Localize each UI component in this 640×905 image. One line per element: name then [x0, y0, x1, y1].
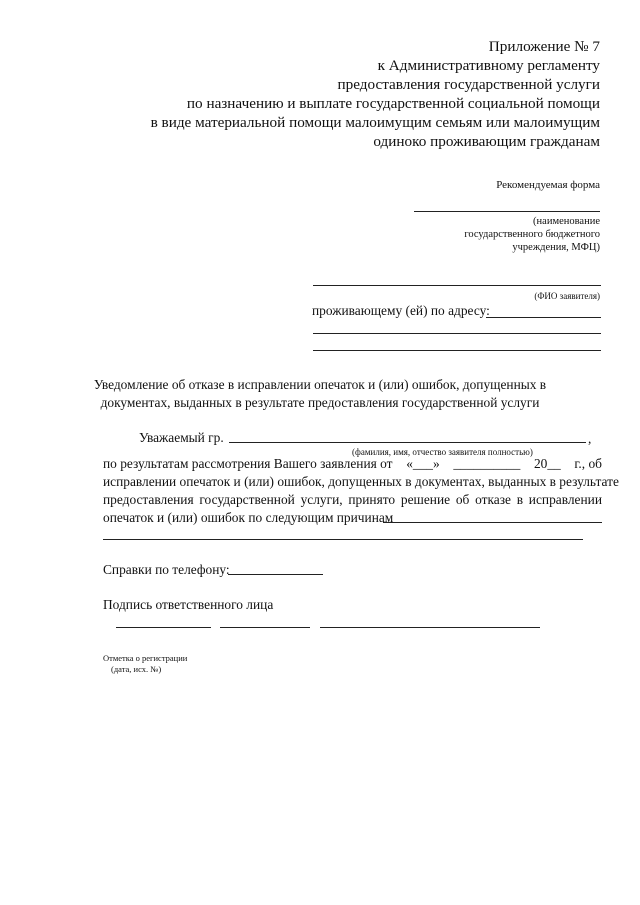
application-year[interactable]: 20__: [533, 456, 561, 471]
signature-position-line[interactable]: [116, 627, 211, 628]
reasons-line-1[interactable]: [383, 522, 602, 523]
institution-caption: [464, 215, 600, 254]
body-line-2: исправлении опечаток и (или) ошибок, допущенных в документах, выданных в результате: [103, 474, 619, 489]
address-line-3[interactable]: [313, 350, 601, 351]
applicant-name-line[interactable]: [313, 285, 601, 286]
body-line-1: [103, 456, 602, 472]
header-line-citizens: одиноко проживающим гражданам: [373, 133, 600, 150]
signature-label: Подпись ответственного лица: [103, 597, 274, 612]
institution-caption-line: (наименование: [533, 216, 600, 227]
address-line-2[interactable]: [313, 333, 601, 334]
applicant-caption: (ФИО заявителя): [534, 291, 600, 301]
header-line-families: в виде материальной помощи малоимущим семьям или малоимущим: [150, 114, 600, 131]
application-month[interactable]: __________: [453, 456, 521, 471]
signature-name-line[interactable]: [320, 627, 540, 628]
body-line-1-end: г., об: [574, 456, 602, 471]
recipient-name-line[interactable]: [229, 442, 586, 443]
signature-line[interactable]: [220, 627, 310, 628]
institution-caption-line: государственного бюджетного: [464, 229, 600, 240]
recipient-name-caption: (фамилия, имя, отчество заявителя полностью): [352, 447, 533, 457]
notice-title: [60, 376, 580, 412]
phone-line[interactable]: [228, 574, 323, 575]
recommended-form-label: Рекомендуемая форма: [496, 179, 600, 191]
phone-label: Справки по телефону:: [103, 562, 230, 577]
reasons-line-2[interactable]: [103, 539, 583, 540]
body-line-3: предоставления государственной услуги, принято решение об отказе в исправлении: [103, 492, 602, 507]
registration-caption: (дата, исх. №): [111, 664, 162, 674]
institution-caption-line: учреждения, МФЦ): [512, 242, 600, 253]
body-line-1-text: по результатам рассмотрения Вашего заявления от: [103, 456, 393, 471]
header-line-service: предоставления государственной услуги: [337, 76, 600, 93]
greeting-comma: ,: [588, 431, 592, 446]
application-day[interactable]: «___»: [406, 456, 440, 471]
registration-mark: [103, 653, 187, 675]
institution-name-line[interactable]: [414, 211, 600, 212]
notice-title-line: Уведомление об отказе в исправлении опечаток и (или) ошибок, допущенных в: [93, 377, 547, 392]
address-line-1[interactable]: [486, 317, 601, 318]
greeting-label: Уважаемый гр.: [139, 430, 224, 445]
address-label: проживающему (ей) по адресу:: [312, 303, 490, 318]
header-line-assignment: по назначению и выплате государственной социальной помощи: [186, 95, 600, 112]
registration-label: Отметка о регистрации: [103, 653, 188, 663]
header-line-regulation: к Административному регламенту: [377, 57, 600, 74]
body-line-4: опечаток и (или) ошибок по следующим причинам: [103, 510, 394, 525]
appendix-number: Приложение № 7: [488, 38, 600, 55]
notice-title-line: документах, выданных в результате предоставления государственной услуги: [100, 395, 540, 410]
